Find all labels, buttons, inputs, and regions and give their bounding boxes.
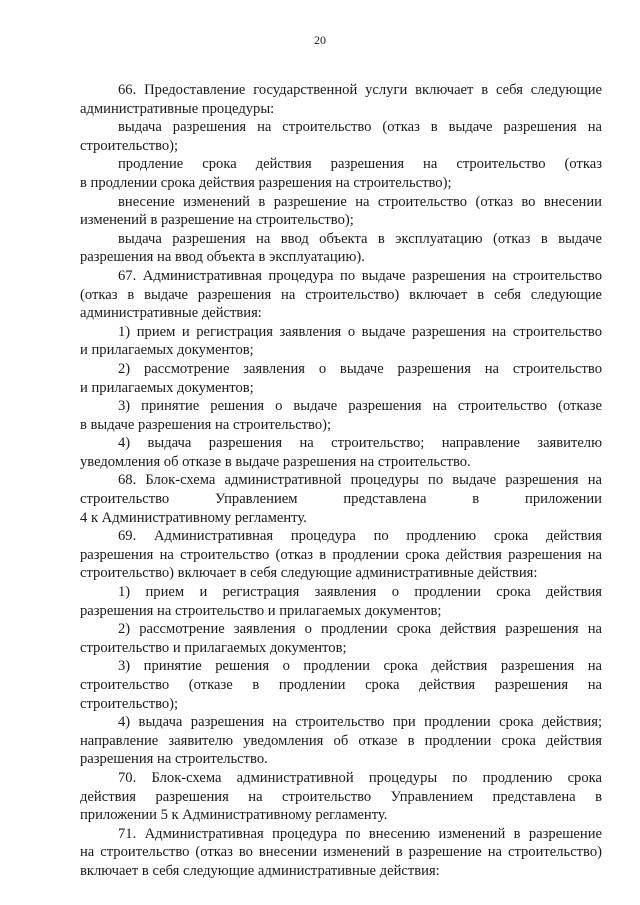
paragraph: [80, 267, 602, 323]
text-line: в выдаче разрешения на строительство);: [80, 416, 332, 433]
text-line: выдача разрешения на ввод объекта в эксплуатацию (отказ в выдаче: [118, 230, 602, 247]
paragraph: [80, 193, 602, 230]
paragraph: [80, 769, 602, 825]
text-line: (отказ в выдаче разрешения на строительство) включает в себя следующие: [80, 286, 602, 303]
text-line: разрешения на строительство и прилагаемых документов;: [80, 602, 442, 619]
text-line: и прилагаемых документов;: [80, 342, 254, 359]
paragraph: [80, 155, 602, 192]
text-line: 3) принятие решения о выдаче разрешения на строительство (отказе: [118, 398, 602, 415]
text-line: административные процедуры:: [80, 100, 275, 117]
paragraph: [80, 397, 602, 434]
text-line: 4) выдача разрешения на строительство при продлении срока действия;: [118, 714, 602, 731]
text-line: разрешения на ввод объекта в эксплуатацию).: [80, 249, 365, 266]
paragraph: [80, 323, 602, 360]
text-line: строительство (отказе в продлении срока действия разрешения на: [80, 677, 602, 693]
text-line: 68. Блок-схема административной процедуры по выдаче разрешения на: [118, 472, 602, 489]
paragraph: [80, 527, 602, 583]
page-number: 20: [314, 33, 326, 47]
paragraph: [80, 230, 602, 267]
text-line: 1) прием и регистрация заявления о продлении срока действия: [118, 584, 602, 601]
text-line: уведомления об отказе в выдаче разрешения на строительство.: [80, 453, 471, 470]
text-line: 2) рассмотрение заявления о выдаче разрешения на строительство: [118, 360, 602, 377]
text-line: действия разрешения на строительство Управлением представлена в: [80, 788, 602, 805]
text-line: выдача разрешения на строительство (отказ в выдаче разрешения на: [118, 119, 602, 136]
text-line: направление заявителю уведомления об отказе в продлении срока действия: [80, 732, 602, 749]
text-line: 69. Административная процедура по продлению срока действия: [118, 528, 602, 545]
text-line: 4) выдача разрешения на строительство; направление заявителю: [118, 435, 602, 452]
paragraph: [80, 620, 602, 657]
text-line: приложении 5 к Административному регламенту.: [80, 807, 388, 824]
text-line: изменений в разрешение на строительство);: [80, 212, 354, 229]
text-line: строительство Управлением представлена в приложении: [80, 491, 602, 508]
text-line: 4 к Административному регламенту.: [80, 509, 307, 526]
document-body: [80, 81, 602, 881]
text-line: 2) рассмотрение заявления о продлении срока действия разрешения на: [118, 621, 602, 638]
text-line: 71. Административная процедура по внесению изменений в разрешение: [118, 825, 602, 842]
paragraph: [80, 471, 602, 527]
text-line: 70. Блок-схема административной процедуры по продлению срока: [118, 769, 602, 786]
paragraph: [80, 434, 602, 471]
paragraph: [80, 657, 602, 713]
paragraph: [80, 583, 602, 620]
text-line: строительство);: [80, 695, 179, 712]
text-line: разрешения на строительство.: [80, 751, 268, 768]
text-line: включает в себя следующие административные действия:: [80, 862, 440, 879]
text-line: 67. Административная процедура по выдаче разрешения на строительство: [118, 267, 602, 284]
text-line: строительство);: [80, 137, 179, 154]
paragraph: [80, 118, 602, 155]
paragraph: [80, 713, 602, 769]
text-line: на строительство (отказ во внесении изменений в разрешение на строительство): [80, 844, 602, 861]
text-line: внесение изменений в разрешение на строительство (отказ во внесении: [118, 193, 602, 210]
paragraph: [80, 360, 602, 397]
text-line: продление срока действия разрешения на строительство (отказ: [118, 156, 602, 173]
text-line: в продлении срока действия разрешения на строительство);: [80, 174, 452, 191]
text-line: строительство) включает в себя следующие административные действия:: [80, 565, 538, 582]
text-line: разрешения на строительство (отказ в продлении срока действия разрешения на: [80, 546, 602, 563]
text-line: строительство и прилагаемых документов;: [80, 639, 347, 656]
text-line: 1) прием и регистрация заявления о выдаче разрешения на строительство: [118, 323, 602, 340]
text-line: 3) принятие решения о продлении срока действия разрешения на: [118, 658, 602, 675]
paragraph: [80, 825, 602, 881]
text-line: административные действия:: [80, 305, 262, 322]
text-line: и прилагаемых документов;: [80, 379, 254, 396]
paragraph: [80, 81, 602, 118]
text-line: 66. Предоставление государственной услуги включает в себя следующие: [118, 82, 602, 98]
